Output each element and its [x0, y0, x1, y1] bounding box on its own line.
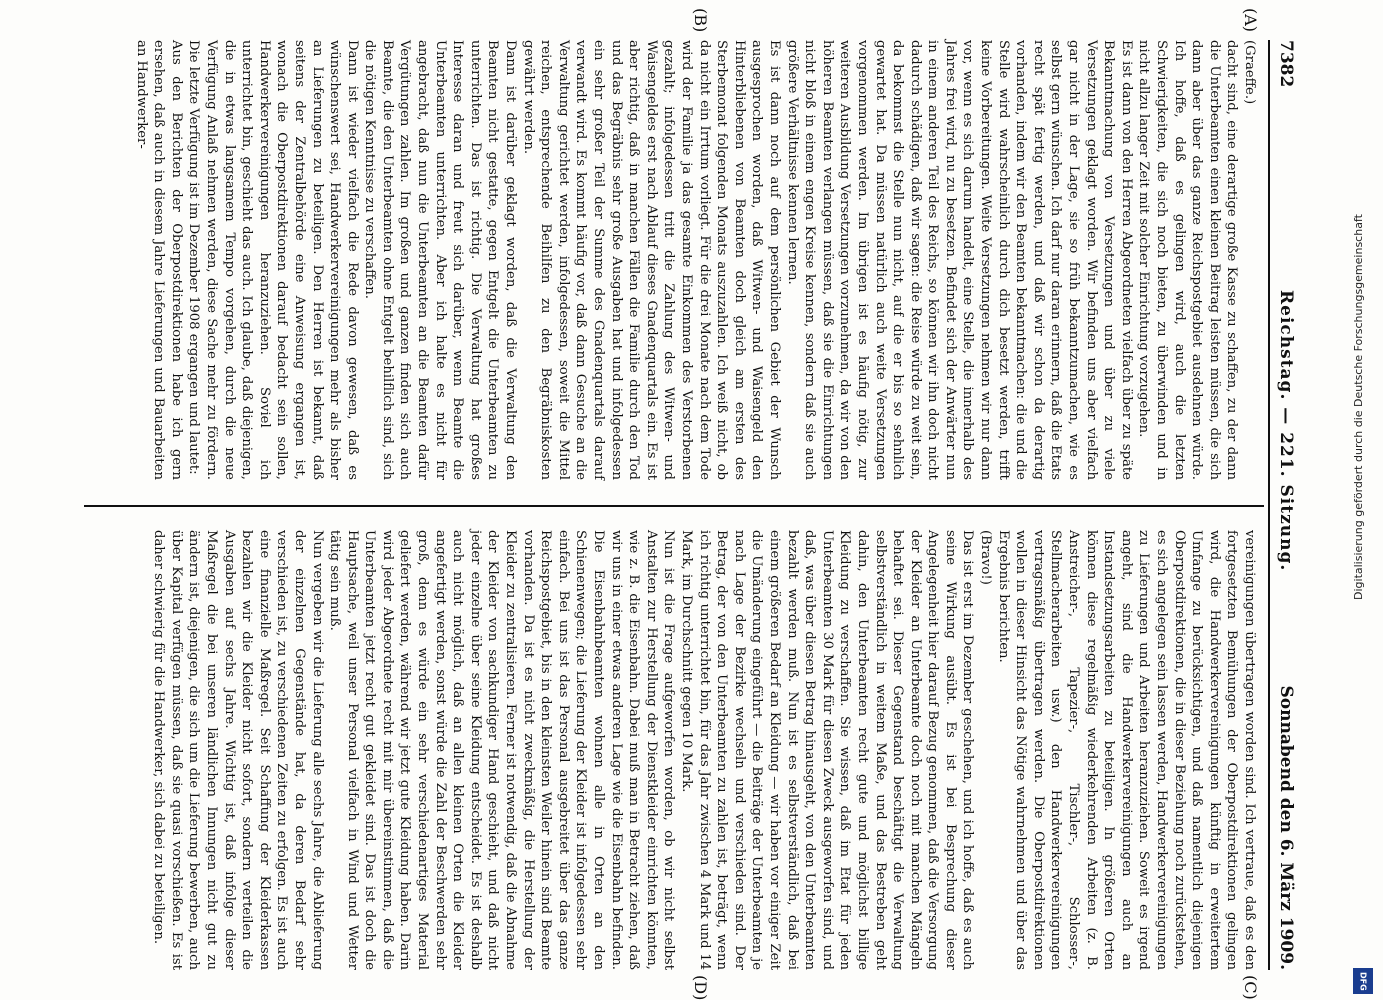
margin-mark-a: (A): [1241, 8, 1260, 33]
digitization-note: Digitalisierung gefördert durch die Deutsche Forschungsgemeinschaft: [1352, 214, 1365, 600]
rotated-page: [70, 8, 1300, 1000]
session-date: Sonnabend den 6. März 1909.: [1276, 685, 1296, 970]
margin-mark-b: (B): [691, 8, 710, 33]
header-rule: [1268, 40, 1270, 970]
margin-mark-d: (D): [691, 975, 710, 1000]
column-separator: [84, 505, 1264, 507]
page-header: [1270, 40, 1300, 970]
session-title: Reichstag. — 221. Sitzung.: [1276, 290, 1296, 572]
margin-mark-c: (C): [1241, 975, 1260, 1000]
right-column-text: vereinigungen übertragen worden sind. Ich vertraue, daß es den fortgesetzten Bemühungen der Oberpostdirektionen gelingen wird, die Handwerkervereinigungen künftig in erweitertem Umfange zu berücksichtigen, und daß namentlich diejenigen Oberpostdirektionen, die in dieser Beziehung noch zurückstehen, es sich angelegen sein lassen werden, Handwerkervereinigungen zu Lieferungen und Arbeiten heranzuziehen. Soweit es irgend angeht, sind die Handwerkervereinigungen auch an Instandsetzungsarbeiten zu beteiligen. In größeren Orten können diese regelmäßig wiederkehrenden Arbeiten (z. B. Anstreicher-, Tapezier-, Tischler-, Schlosser-, Stellmacherarbeiten usw.) den Handwerkervereinigungen vertragsmäßig übertragen werden. Die Oberpostdirektionen wollen in dieser Hinsicht das Nötige wahrnehmen und über das Ergebnis berichten. (Bravo!) Das ist erst im Dezember geschehen, und ich hoffe, daß es auch seine Wirkung ausübt. Es ist bei Besprechung dieser Angelegenheit hier darauf Bezug genommen, daß die Versorgung der Kleider an Unterbeamte doch noch mit manchen Mängeln behaftet sei. Dieser Gegenstand beschäftigt die Verwaltung selbstverständlich in weitem Maße, und das Bestreben geht dahin, den Unterbeamten recht gute und möglichst billige Kleidung zu verschaffen. Sie wissen, daß im Etat für jeden Unterbeamten 30 Mark für diesen Zweck ausgeworfen sind, und daß, was über diesen Betrag hinausgeht, von den Unterbeamten bezahlt werden muß. Nun ist es selbstverständlich, daß bei einem größeren Bedarf an Kleidung — wir haben vor einiger Zeit die Umänderung eingeführt — die Beiträge der Unterbeamten je nach Lage der Bezirke wechseln und verschieden sind. Der Betrag, der von den Unterbeamten zu zahlen ist, beträgt, wenn ich richtig unterrichtet bin, für das Jahr zwischen 4 Mark und 14 Mark, im Durchschnitt gegen 10 Mark. Nun ist die Frage aufgeworfen worden, ob wir nicht selbst Anstalten zur Herstellung der Dienstkleider einrichten könnten, wie z. B. die Eisenbahn. Dabei muß man in Betracht ziehen, daß wir uns in einer etwas anderen Lage wie die Eisenbahn befinden. Die Eisenbahnbeamten wohnen alle in Orten an den Schienenwegen; die Lieferung der Kleider ist infolgedessen sehr einfach. Bei uns ist das Personal ausgebreitet über das ganze Reichspostgebiet, bis in den kleinsten Weiler hinein sind Beamte vorhanden. Da ist es nicht zweckmäßig, die Herstellung der Kleider zu zentralisieren. Ferner ist notwendig, daß die Abnahme der Kleider von sachkundiger Hand geschieht, und daß nicht jeder einzelne über seine Kleidung entscheidet. Es ist deshalb auch nicht möglich, daß an allen kleinen Orten die Kleider angefertigt werden, sonst würde die Zahl der Beschwerden sehr groß, denn es würde ein sehr verschiedenartiges Material geliefert werden, während wir jetzt gute Kleidung haben. Darin wird jeder Abgeordnete recht mit mir übereinstimmen, daß die Unterbeamten jetzt recht gut gekleidet sind. Das ist doch die Hauptsache, weil unser Personal vielfach in Wind und Wetter tätig sein muß. Nun vergeben wir die Lieferung alle sechs Jahre, die Ablieferung der einzelnen Gegenstände hat, da deren Bedarf sehr verschieden ist, zu verschiedenen Zeiten zu erfolgen. Es ist auch eine finanzielle Maßregel. Seit Schaffung der Kleiderkassen bezahlen wir die Kleider nicht sofort, sondern verteilen die Ausgaben auf sechs Jahre. Wichtig ist, daß infolge dieser Maßregel die bei unseren ländlichen Innungen nicht gut zu ändern ist, diejenigen, die sich um die Lieferung bewerben, auch über Kapital verfügen müssen, daß sie quasi vorschießen. Es ist daher schwierig für die Handwerker, sich dabei zu beteiligen.: [151, 530, 1257, 970]
page-number: 7382: [1276, 40, 1296, 88]
left-column-text: (Graeffe.) dacht sind, eine derartige große Kasse zu schaffen, zu der dann die Unterbeamten einen kleinen Beitrag leisten müssen, die sich dann aber über das ganze Reichspostgebiet ausdehnen würde. Ich hoffe, daß es gelingen wird, auch die letzten Schwierigkeiten, die sich noch bieten, zu überwinden und in nicht allzu langer Zeit mit solcher Einrichtung vorzugehen. Es ist dann von den Herren Abgeordneten vielfach über zu späte Bekanntmachung von Versetzungen und über zu viele Versetzungen geklagt worden. Wir befinden uns aber vielfach gar nicht in der Lage, sie so früh bekanntzumachen, wie es selbst gern wünschen. Ich darf nur daran erinnern, daß die Etats recht spät fertig werden, und daß wir schon da derartig vorhanden, indem wir den Beamten bekanntmachen: die und die Stelle wird wahrscheinlich durch dich besetzt werden, trifft keine Vorbereitungen. Weite Versetzungen nehmen wir nur dann vor, wenn es sich darum handelt, eine Stelle, die innerhalb des Jahres frei wird, nu zu besetzen. Befindet sich der Anwärter nun in einem anderen Teil des Reichs, so können wir ihn doch nicht dadurch schädigen, daß wir sagen: die Reise würde zu weit sein, da bekommst die Stelle nun nicht, auf die er bis so sehnlich gewartet hat. Da müssen natürlich auch weite Versetzungen vorgenommen werden. Im übrigen ist es häufig nötig, zur weiteren Ausbildung Versetzungen vorzunehmen, da wir von den höheren Beamten verlangen müssen, daß sie die Einrichtungen nicht bloß in einem engen Kreise kennen, sondern daß sie auch größere Verhältnisse kennen lernen. Es ist dann noch auf dem persönlichen Gebiet der Wunsch ausgesprochen worden, daß Witwen- und Waisengeld den Hinterbliebenen von Beamten doch gleich am ersten des Sterbemonat folgenden Monats auszuzahlen. Ich weiß nicht, ob da nicht ein Irrtum vorliegt. Für die drei Monate nach dem Tode wird der Familie ja das gesamte Einkommen des Verstorbenen gezahlt; infolgedessen tritt die Zahlung des Witwen- und Waisengeldes erst nach Ablauf dieses Gnadenquartals ein. Es ist aber richtig, daß in manchen Fällen die Familie durch den Tod und das Begräbnis sehr große Ausgaben hat und infolgedessen ein sehr großer Teil der Summe des Gnadenquartals darauf verwandt wird. Es kommt häufig vor, daß dann Gesuche an die Verwaltung gerichtet werden, infolgedessen, soweit die Mittel reichen, entsprechende Beihilfen zu den Begräbniskosten gewährt werden. Dann ist darüber geklagt worden, daß die Verwaltung den Beamten nicht gestatte, gegen Entgelt die Unterbeamten zu unterrichten. Das ist richtig. Die Verwaltung hat großes Interesse daran und freut sich darüber, wenn Beamte die Unterbeamten unterrichten. Aber ich halte es nicht für angebracht, daß nun die Unterbeamten an die Beamten dafür Vergütungen zahlen. Im großen und ganzen finden sich auch Beamte, die den Unterbeamten ohne Entgelt behilflich sind, sich die nötigen Kenntnisse zu verschaffen. Dann ist wieder vielfach die Rede davon gewesen, daß es wünschenswert sei, Handwerkervereinigungen mehr als bisher an Lieferungen zu beteiligen. Den Herren ist bekannt, daß seitens der Zentralbehörde eine Anweisung ergangen ist, wonach die Oberpostdirektionen darauf bedacht sein sollen, Handwerkervereinigungen heranzuziehen. Soviel ich unterrichtet bin, geschieht das auch. Ich glaube, daß diejenigen, die in etwas langsamem Tempo vorgehen, durch die neue Verfügung Anlaß nehmen werden, diese Sache mehr zu fördern. Die letzte Verfügung ist im Dezember 1908 ergangen und lautet: Aus den Berichten der Oberpostdirektionen habe ich gern ersehen, daß auch in diesem Jahre Lieferungen und Bauarbeiten an Handwerker-: [133, 40, 1257, 480]
dfg-logo: DFG: [1353, 968, 1373, 994]
